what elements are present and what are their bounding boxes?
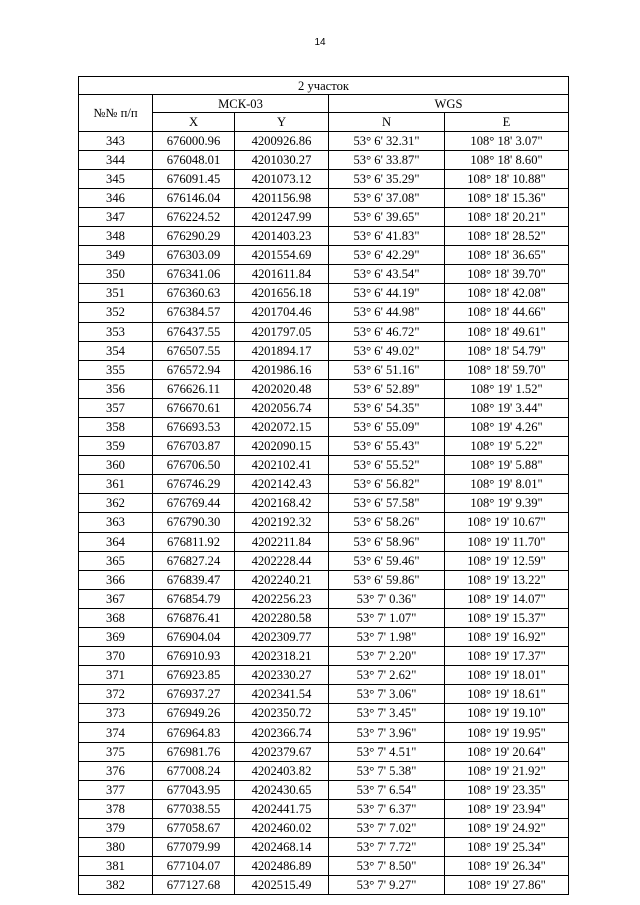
wgs-e-cell: 108° 18' 28.52" — [445, 227, 569, 246]
wgs-e-cell: 108° 19' 14.07" — [445, 589, 569, 608]
wgs-e-cell: 108° 19' 4.26" — [445, 417, 569, 436]
row-number-cell: 344 — [79, 150, 153, 169]
table-row — [79, 379, 569, 398]
wgs-n-cell: 53° 7' 6.54" — [329, 780, 445, 799]
row-number-cell: 362 — [79, 494, 153, 513]
row-number-cell: 361 — [79, 475, 153, 494]
wgs-n-cell: 53° 6' 41.83" — [329, 227, 445, 246]
wgs-e-cell: 108° 18' 49.61" — [445, 322, 569, 341]
group-wgs-header: WGS — [329, 95, 569, 113]
wgs-e-cell: 108° 19' 26.34" — [445, 857, 569, 876]
group-msk-header: МСК-03 — [153, 95, 329, 113]
msk-x-cell: 677058.67 — [153, 818, 235, 837]
msk-x-cell: 677043.95 — [153, 780, 235, 799]
row-number-cell: 352 — [79, 303, 153, 322]
wgs-n-cell: 53° 6' 33.87" — [329, 150, 445, 169]
table-row — [79, 150, 569, 169]
row-number-cell: 360 — [79, 456, 153, 475]
msk-y-cell: 4201247.99 — [235, 207, 329, 226]
wgs-n-cell: 53° 6' 44.98" — [329, 303, 445, 322]
table-row — [79, 360, 569, 379]
row-number-cell: 354 — [79, 341, 153, 360]
table-row — [79, 265, 569, 284]
wgs-e-cell: 108° 18' 42.08" — [445, 284, 569, 303]
wgs-e-cell: 108° 19' 13.22" — [445, 570, 569, 589]
wgs-n-cell: 53° 6' 52.89" — [329, 379, 445, 398]
table-row — [79, 322, 569, 341]
group-header-row — [79, 95, 569, 113]
table-row — [79, 246, 569, 265]
wgs-n-cell: 53° 7' 0.36" — [329, 589, 445, 608]
table-row — [79, 532, 569, 551]
msk-x-cell: 676224.52 — [153, 207, 235, 226]
msk-y-cell: 4202441.75 — [235, 799, 329, 818]
msk-x-cell: 676437.55 — [153, 322, 235, 341]
wgs-e-cell: 108° 18' 20.21" — [445, 207, 569, 226]
row-number-cell: 357 — [79, 398, 153, 417]
wgs-e-cell: 108° 19' 25.34" — [445, 838, 569, 857]
msk-x-cell: 676839.47 — [153, 570, 235, 589]
msk-x-cell: 676626.11 — [153, 379, 235, 398]
table-row — [79, 761, 569, 780]
row-number-cell: 353 — [79, 322, 153, 341]
wgs-e-cell: 108° 19' 5.88" — [445, 456, 569, 475]
msk-x-cell: 676937.27 — [153, 685, 235, 704]
msk-x-cell: 676746.29 — [153, 475, 235, 494]
table-row — [79, 456, 569, 475]
table-row — [79, 723, 569, 742]
row-number-cell: 365 — [79, 551, 153, 570]
table-row — [79, 207, 569, 226]
msk-y-cell: 4202460.02 — [235, 818, 329, 837]
msk-y-cell: 4202072.15 — [235, 417, 329, 436]
table-row — [79, 437, 569, 456]
row-number-cell: 355 — [79, 360, 153, 379]
msk-y-cell: 4201656.18 — [235, 284, 329, 303]
row-number-cell: 382 — [79, 876, 153, 895]
msk-y-cell: 4202486.89 — [235, 857, 329, 876]
wgs-n-cell: 53° 6' 59.86" — [329, 570, 445, 589]
msk-y-cell: 4202309.77 — [235, 628, 329, 647]
msk-y-cell: 4202403.82 — [235, 761, 329, 780]
wgs-n-cell: 53° 7' 7.72" — [329, 838, 445, 857]
table-row — [79, 704, 569, 723]
msk-x-cell: 677127.68 — [153, 876, 235, 895]
msk-y-cell: 4201986.16 — [235, 360, 329, 379]
wgs-n-cell: 53° 6' 43.54" — [329, 265, 445, 284]
msk-y-cell: 4202168.42 — [235, 494, 329, 513]
table-row — [79, 475, 569, 494]
msk-y-cell: 4202515.49 — [235, 876, 329, 895]
section-title: 2 участок — [79, 77, 569, 95]
row-number-cell: 351 — [79, 284, 153, 303]
wgs-e-cell: 108° 18' 59.70" — [445, 360, 569, 379]
msk-y-cell: 4202330.27 — [235, 666, 329, 685]
msk-y-cell: 4202430.65 — [235, 780, 329, 799]
wgs-e-cell: 108° 19' 12.59" — [445, 551, 569, 570]
msk-y-cell: 4202192.32 — [235, 513, 329, 532]
table-row — [79, 742, 569, 761]
row-number-cell: 364 — [79, 532, 153, 551]
wgs-e-cell: 108° 19' 19.95" — [445, 723, 569, 742]
wgs-e-cell: 108° 19' 16.92" — [445, 628, 569, 647]
wgs-n-cell: 53° 7' 4.51" — [329, 742, 445, 761]
msk-x-cell: 676964.83 — [153, 723, 235, 742]
table-row — [79, 818, 569, 837]
wgs-e-cell: 108° 19' 23.35" — [445, 780, 569, 799]
msk-x-cell: 676000.96 — [153, 131, 235, 150]
section-title-row — [79, 77, 569, 95]
msk-y-cell: 4202211.84 — [235, 532, 329, 551]
wgs-n-cell: 53° 6' 39.65" — [329, 207, 445, 226]
wgs-n-cell: 53° 6' 51.16" — [329, 360, 445, 379]
wgs-n-cell: 53° 7' 2.20" — [329, 647, 445, 666]
col-y-header: Y — [235, 113, 329, 131]
coordinates-table-body — [79, 77, 569, 895]
wgs-e-cell: 108° 18' 54.79" — [445, 341, 569, 360]
wgs-n-cell: 53° 6' 37.08" — [329, 188, 445, 207]
wgs-e-cell: 108° 19' 17.37" — [445, 647, 569, 666]
wgs-e-cell: 108° 18' 36.65" — [445, 246, 569, 265]
wgs-n-cell: 53° 7' 9.27" — [329, 876, 445, 895]
msk-x-cell: 676290.29 — [153, 227, 235, 246]
msk-y-cell: 4201156.98 — [235, 188, 329, 207]
row-number-cell: 367 — [79, 589, 153, 608]
table-row — [79, 169, 569, 188]
coordinates-table — [78, 76, 569, 895]
msk-y-cell: 4201554.69 — [235, 246, 329, 265]
msk-x-cell: 676876.41 — [153, 608, 235, 627]
row-number-cell: 356 — [79, 379, 153, 398]
wgs-n-cell: 53° 7' 7.02" — [329, 818, 445, 837]
msk-x-cell: 676811.92 — [153, 532, 235, 551]
row-number-cell: 376 — [79, 761, 153, 780]
wgs-n-cell: 53° 6' 55.43" — [329, 437, 445, 456]
msk-x-cell: 676091.45 — [153, 169, 235, 188]
row-number-cell: 374 — [79, 723, 153, 742]
col-num-header: №№ п/п — [79, 95, 153, 131]
wgs-n-cell: 53° 7' 1.07" — [329, 608, 445, 627]
wgs-n-cell: 53° 6' 59.46" — [329, 551, 445, 570]
msk-x-cell: 676854.79 — [153, 589, 235, 608]
wgs-e-cell: 108° 19' 21.92" — [445, 761, 569, 780]
table-row — [79, 608, 569, 627]
row-number-cell: 379 — [79, 818, 153, 837]
msk-x-cell: 676790.30 — [153, 513, 235, 532]
table-row — [79, 188, 569, 207]
wgs-n-cell: 53° 7' 1.98" — [329, 628, 445, 647]
table-row — [79, 685, 569, 704]
msk-y-cell: 4201797.05 — [235, 322, 329, 341]
row-number-cell: 369 — [79, 628, 153, 647]
row-number-cell: 343 — [79, 131, 153, 150]
msk-y-cell: 4202142.43 — [235, 475, 329, 494]
row-number-cell: 359 — [79, 437, 153, 456]
table-row — [79, 570, 569, 589]
wgs-e-cell: 108° 19' 1.52" — [445, 379, 569, 398]
row-number-cell: 371 — [79, 666, 153, 685]
row-number-cell: 349 — [79, 246, 153, 265]
col-e-header: E — [445, 113, 569, 131]
msk-y-cell: 4200926.86 — [235, 131, 329, 150]
row-number-cell: 346 — [79, 188, 153, 207]
table-row — [79, 666, 569, 685]
wgs-e-cell: 108° 19' 5.22" — [445, 437, 569, 456]
msk-y-cell: 4201704.46 — [235, 303, 329, 322]
row-number-cell: 381 — [79, 857, 153, 876]
row-number-cell: 375 — [79, 742, 153, 761]
wgs-e-cell: 108° 19' 18.01" — [445, 666, 569, 685]
wgs-e-cell: 108° 18' 8.60" — [445, 150, 569, 169]
row-number-cell: 366 — [79, 570, 153, 589]
table-row — [79, 857, 569, 876]
col-x-header: X — [153, 113, 235, 131]
wgs-e-cell: 108° 19' 24.92" — [445, 818, 569, 837]
msk-x-cell: 676981.76 — [153, 742, 235, 761]
row-number-cell: 372 — [79, 685, 153, 704]
wgs-n-cell: 53° 7' 8.50" — [329, 857, 445, 876]
msk-y-cell: 4202056.74 — [235, 398, 329, 417]
row-number-cell: 358 — [79, 417, 153, 436]
wgs-e-cell: 108° 19' 11.70" — [445, 532, 569, 551]
msk-x-cell: 676706.50 — [153, 456, 235, 475]
table-row — [79, 303, 569, 322]
row-number-cell: 377 — [79, 780, 153, 799]
table-row — [79, 131, 569, 150]
msk-y-cell: 4202256.23 — [235, 589, 329, 608]
msk-x-cell: 676904.04 — [153, 628, 235, 647]
wgs-n-cell: 53° 6' 44.19" — [329, 284, 445, 303]
row-number-cell: 345 — [79, 169, 153, 188]
wgs-e-cell: 108° 19' 9.39" — [445, 494, 569, 513]
wgs-e-cell: 108° 18' 10.88" — [445, 169, 569, 188]
table-row — [79, 494, 569, 513]
table-row — [79, 513, 569, 532]
wgs-n-cell: 53° 6' 32.31" — [329, 131, 445, 150]
msk-y-cell: 4201611.84 — [235, 265, 329, 284]
msk-y-cell: 4202240.21 — [235, 570, 329, 589]
msk-y-cell: 4201073.12 — [235, 169, 329, 188]
row-number-cell: 370 — [79, 647, 153, 666]
wgs-n-cell: 53° 6' 56.82" — [329, 475, 445, 494]
wgs-e-cell: 108° 18' 15.36" — [445, 188, 569, 207]
row-number-cell: 368 — [79, 608, 153, 627]
wgs-n-cell: 53° 6' 54.35" — [329, 398, 445, 417]
msk-x-cell: 676693.53 — [153, 417, 235, 436]
wgs-e-cell: 108° 19' 20.64" — [445, 742, 569, 761]
wgs-e-cell: 108° 18' 3.07" — [445, 131, 569, 150]
col-n-header: N — [329, 113, 445, 131]
wgs-n-cell: 53° 6' 58.26" — [329, 513, 445, 532]
msk-y-cell: 4201894.17 — [235, 341, 329, 360]
msk-y-cell: 4202318.21 — [235, 647, 329, 666]
table-row — [79, 284, 569, 303]
msk-x-cell: 676670.61 — [153, 398, 235, 417]
wgs-e-cell: 108° 19' 15.37" — [445, 608, 569, 627]
msk-x-cell: 676923.85 — [153, 666, 235, 685]
wgs-n-cell: 53° 7' 3.06" — [329, 685, 445, 704]
msk-x-cell: 677079.99 — [153, 838, 235, 857]
table-row — [79, 227, 569, 246]
table-row — [79, 876, 569, 895]
wgs-n-cell: 53° 7' 6.37" — [329, 799, 445, 818]
wgs-n-cell: 53° 7' 3.45" — [329, 704, 445, 723]
wgs-n-cell: 53° 7' 2.62" — [329, 666, 445, 685]
row-number-cell: 380 — [79, 838, 153, 857]
msk-x-cell: 676341.06 — [153, 265, 235, 284]
table-row — [79, 628, 569, 647]
wgs-n-cell: 53° 6' 58.96" — [329, 532, 445, 551]
msk-y-cell: 4202366.74 — [235, 723, 329, 742]
msk-x-cell: 677038.55 — [153, 799, 235, 818]
msk-y-cell: 4202280.58 — [235, 608, 329, 627]
wgs-e-cell: 108° 18' 44.66" — [445, 303, 569, 322]
wgs-n-cell: 53° 6' 42.29" — [329, 246, 445, 265]
wgs-n-cell: 53° 6' 46.72" — [329, 322, 445, 341]
row-number-cell: 378 — [79, 799, 153, 818]
msk-y-cell: 4202020.48 — [235, 379, 329, 398]
msk-x-cell: 676507.55 — [153, 341, 235, 360]
table-row — [79, 551, 569, 570]
msk-x-cell: 676360.63 — [153, 284, 235, 303]
wgs-e-cell: 108° 19' 27.86" — [445, 876, 569, 895]
row-number-cell: 363 — [79, 513, 153, 532]
row-number-cell: 373 — [79, 704, 153, 723]
msk-x-cell: 677104.07 — [153, 857, 235, 876]
wgs-n-cell: 53° 7' 5.38" — [329, 761, 445, 780]
table-row — [79, 647, 569, 666]
msk-y-cell: 4201030.27 — [235, 150, 329, 169]
wgs-e-cell: 108° 19' 8.01" — [445, 475, 569, 494]
wgs-e-cell: 108° 19' 23.94" — [445, 799, 569, 818]
msk-x-cell: 676384.57 — [153, 303, 235, 322]
msk-x-cell: 676949.26 — [153, 704, 235, 723]
wgs-e-cell: 108° 19' 18.61" — [445, 685, 569, 704]
wgs-n-cell: 53° 6' 35.29" — [329, 169, 445, 188]
wgs-e-cell: 108° 19' 19.10" — [445, 704, 569, 723]
wgs-e-cell: 108° 19' 3.44" — [445, 398, 569, 417]
msk-y-cell: 4202228.44 — [235, 551, 329, 570]
msk-x-cell: 676303.09 — [153, 246, 235, 265]
msk-x-cell: 676146.04 — [153, 188, 235, 207]
msk-y-cell: 4202379.67 — [235, 742, 329, 761]
msk-y-cell: 4202102.41 — [235, 456, 329, 475]
msk-x-cell: 676827.24 — [153, 551, 235, 570]
wgs-e-cell: 108° 18' 39.70" — [445, 265, 569, 284]
column-header-row — [79, 113, 569, 131]
row-number-cell: 347 — [79, 207, 153, 226]
msk-y-cell: 4202341.54 — [235, 685, 329, 704]
row-number-cell: 348 — [79, 227, 153, 246]
wgs-n-cell: 53° 7' 3.96" — [329, 723, 445, 742]
row-number-cell: 350 — [79, 265, 153, 284]
msk-x-cell: 676572.94 — [153, 360, 235, 379]
msk-x-cell: 677008.24 — [153, 761, 235, 780]
wgs-n-cell: 53° 6' 49.02" — [329, 341, 445, 360]
msk-x-cell: 676048.01 — [153, 150, 235, 169]
table-row — [79, 398, 569, 417]
table-row — [79, 799, 569, 818]
msk-x-cell: 676703.87 — [153, 437, 235, 456]
page-number: 14 — [314, 37, 326, 48]
wgs-e-cell: 108° 19' 10.67" — [445, 513, 569, 532]
msk-x-cell: 676910.93 — [153, 647, 235, 666]
table-row — [79, 780, 569, 799]
table-row — [79, 838, 569, 857]
table-row — [79, 341, 569, 360]
msk-y-cell: 4201403.23 — [235, 227, 329, 246]
msk-y-cell: 4202468.14 — [235, 838, 329, 857]
table-row — [79, 589, 569, 608]
msk-x-cell: 676769.44 — [153, 494, 235, 513]
msk-y-cell: 4202090.15 — [235, 437, 329, 456]
msk-y-cell: 4202350.72 — [235, 704, 329, 723]
wgs-n-cell: 53° 6' 57.58" — [329, 494, 445, 513]
wgs-n-cell: 53° 6' 55.52" — [329, 456, 445, 475]
table-row — [79, 417, 569, 436]
wgs-n-cell: 53° 6' 55.09" — [329, 417, 445, 436]
